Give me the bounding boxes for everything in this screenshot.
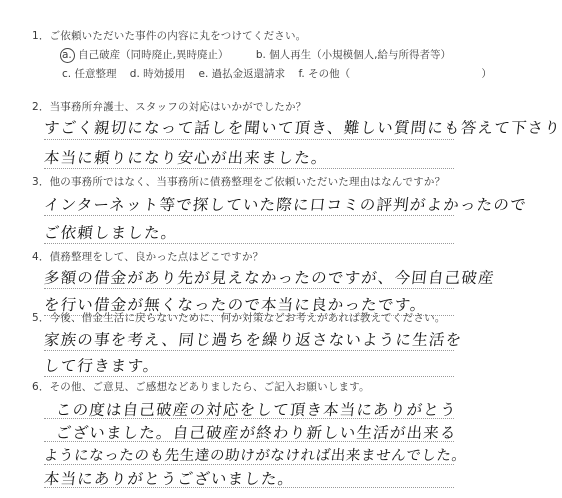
option-a-label: 自己破産（同時廃止,異時廃止）	[78, 49, 229, 61]
question-6-label: 6．その他、ご意見、ご感想などありましたら、ご記入お願いします。	[32, 381, 370, 393]
q4-answer-line-1: 多額の借金があり先が見えなかったのですが、今回自己破産	[42, 269, 496, 287]
option-e-label: e. 過払金返還請求	[198, 68, 286, 80]
answer-rule	[44, 376, 454, 377]
q3-answer-line-1: インターネット等で探していた際に口コミの評判がよかったので	[42, 196, 528, 214]
answer-rule	[44, 464, 454, 465]
option-f-close: ）	[481, 68, 492, 80]
question-5-label: 5．今後、借金生活に戻らないために、何か対策などお考えがあれば教えてください。	[32, 312, 446, 324]
answer-rule	[44, 441, 454, 442]
answer-rule	[44, 168, 454, 169]
q6-answer-line-1: この度は自己破産の対応をして頂き本当にありがとう	[54, 401, 458, 419]
answer-rule	[44, 350, 454, 351]
q2-answer-line-2: 本当に頼りになり安心が出来ました。	[42, 149, 329, 167]
q1-options-row-2	[62, 66, 502, 81]
answer-rule	[44, 139, 454, 140]
q3-answer-line-2: ご依頼しました。	[42, 224, 179, 242]
answer-rule	[44, 487, 454, 488]
q6-answer-line-2: ございました。自己破産が終わり新しい生活が出来る	[54, 424, 458, 442]
q2-answer-line-1: すごく親切になって話しを聞いて頂き、難しい質問にも答えて下さり	[42, 119, 562, 137]
answer-rule	[44, 418, 454, 419]
selected-circle-mark	[60, 48, 75, 63]
answer-rule	[44, 243, 454, 244]
q6-answer-line-3: ようになったのも先生達の助けがなければ出来ませんでした。	[43, 448, 468, 464]
question-1-label: 1．ご依頼いただいた事件の内容に丸をつけてください。	[32, 30, 307, 42]
question-2-label: 2．当事務所弁護士、スタッフの対応はいかがでしたか？	[32, 101, 307, 113]
q6-answer-line-4: 本当にありがとうございました。	[42, 470, 296, 488]
option-d-label: d. 時効援用	[129, 68, 186, 80]
q5-answer-line-2: して行きます。	[42, 357, 161, 375]
option-a-letter: a.	[62, 49, 72, 61]
question-4-label: 4．債務整理をして、良かった点はどこですか？	[32, 251, 264, 263]
q4-answer-line-2: を行い借金が無くなったので本当に良かったです。	[42, 296, 428, 314]
option-a	[62, 49, 246, 61]
question-3-label: 3．他の事務所ではなく、当事務所に債務整理をご依頼いただいた理由はなんですか？	[32, 176, 446, 188]
answer-rule	[44, 215, 454, 216]
q1-options-row-1	[62, 47, 461, 62]
answer-rule	[44, 288, 454, 289]
option-f-label: f. その他（	[298, 68, 351, 80]
q5-answer-line-1: 家族の事を考え、同じ過ちを繰り返さないように生活を	[42, 331, 464, 349]
option-c-label: c. 任意整理	[62, 68, 117, 80]
option-b-label: b. 個人再生（小規模個人,給与所得者等）	[255, 49, 451, 61]
